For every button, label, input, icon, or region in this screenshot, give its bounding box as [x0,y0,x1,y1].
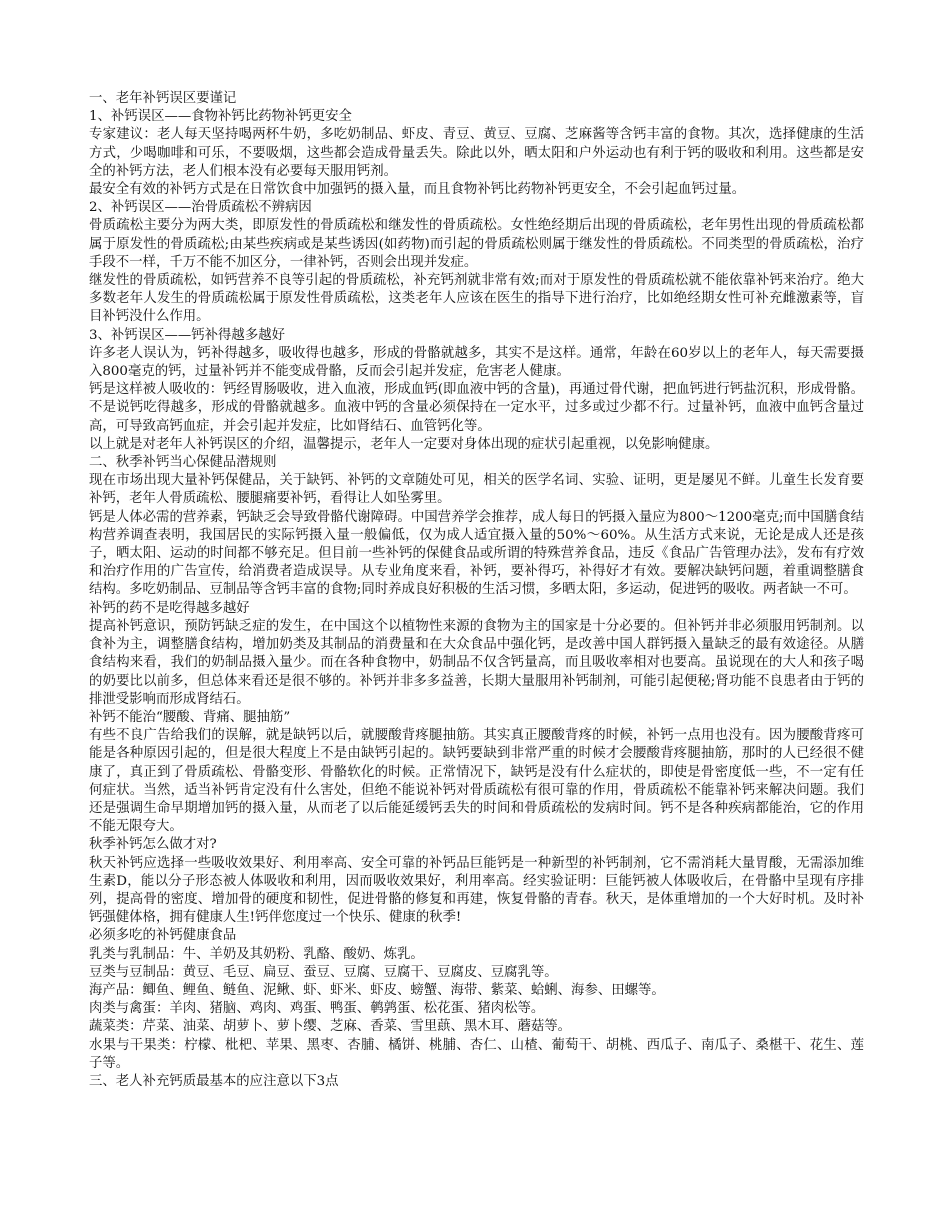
subsection-heading: 必须多吃的补钙健康食品 [89,928,237,944]
paragraph: 秋天补钙应选择一些吸收效果好、利用率高、安全可靠的补钙品巨能钙是一种新型的补钙制剂，它不需消耗大量胃酸，无需添加维生素D，能以分子形态被人体吸收和利用，因而吸收效果好，利用率高。经实验证明：巨能钙被人体吸收后，在骨骼中呈现有序排列，提高骨的密度、增加骨的硬度和韧性，促进骨骼的修复和再建，恢复骨骼的青春。秋天，是体重增加的一个大好时机。及时补钙强健体格，拥有健康人生!钙伴您度过一个快乐、健康的秋季! [89,855,864,926]
food-list-item: 肉类与禽蛋：羊肉、猪脑、鸡肉、鸡蛋、鸭蛋、鹌鹑蛋、松花蛋、猪肉松等。 [89,1001,545,1017]
paragraph: 最安全有效的补钙方式是在日常饮食中加强钙的摄入量，而且食物补钙比药物补钙更安全，不会引起血钙过量。 [89,182,746,198]
paragraph: 专家建议：老人每天坚持喝两杯牛奶，多吃奶制品、虾皮、青豆、黄豆、豆腐、芝麻酱等含钙丰富的食物。其次，选择健康的生活方式，少喝咖啡和可乐，不要吸烟，这些都会造成骨量丢失。除此以外，晒太阳和户外运动也有利于钙的吸收和利用。这些都是安全的补钙方法，老人们根本没有必要每天服用钙剂。 [89,127,864,179]
section-heading: 一、老年补钙误区要谨记 [89,91,237,106]
paragraph: 继发性的骨质疏松，如钙营养不良等引起的骨质疏松，补充钙剂就非常有效;而对于原发性的骨质疏松就不能依靠补钙来治疗。绝大多数老年人发生的骨质疏松属于原发性骨质疏松，这类老年人应该在医生的指导下进行治疗，比如绝经期女性可补充雌激素等，盲目补钙没什么作用。 [89,273,864,325]
subsection-heading: 2、补钙误区——治骨质疏松不辨病因 [89,200,312,216]
food-list-item: 豆类与豆制品：黄豆、毛豆、扁豆、蚕豆、豆腐、豆腐干、豆腐皮、豆腐乳等。 [89,964,558,980]
subsection-heading: 补钙的药不是吃得越多越好 [89,600,250,616]
paragraph: 有些不良广告给我们的误解，就是缺钙以后，就腰酸背疼腿抽筋。其实真正腰酸背疼的时候，补钙一点用也没有。因为腰酸背疼可能是各种原因引起的，但是很大程度上不是由缺钙引起的。缺钙要缺到非常严重的时候才会腰酸背疼腿抽筋，那时的人已经很不健康了，真正到了骨质疏松、骨骼变形、骨骼软化的时候。正常情况下，缺钙是没有什么症状的，即使是骨密度低一些，不一定有任何症状。当然，适当补钙肯定没有什么害处，但绝不能说补钙对骨质疏松有很可靠的作用，骨质疏松不能靠补钙来解决问题。我们还是强调生命早期增加钙的摄入量，从而老了以后能延缓钙丢失的时间和骨质疏松的发病时间。钙不是各种疾病都能治，它的作用不能无限夸大。 [89,728,864,835]
paragraph: 钙是这样被人吸收的：钙经胃肠吸收，进入血液，形成血钙(即血液中钙的含量)，再通过骨代谢，把血钙进行钙盐沉积，形成骨骼。不是说钙吃得越多，形成的骨骼就越多。血液中钙的含量必须保持在一定水平，过多或过少都不行。过量补钙，血液中血钙含量过高，可导致高钙血症，并会引起并发症，比如肾结石、血管钙化等。 [89,382,864,434]
food-list-item: 蔬菜类：芹菜、油菜、胡萝卜、萝卜缨、芝麻、香菜、雪里蕻、黑木耳、蘑菇等。 [89,1019,572,1035]
food-list-item: 海产品：鲫鱼、鲤鱼、鲢鱼、泥鳅、虾、虾米、虾皮、螃蟹、海带、紫菜、蛤蜊、海参、田螺等。 [89,982,665,998]
subsection-heading: 补钙不能治“腰酸、背痛、腿抽筋” [89,709,291,725]
subsection-heading: 秋季补钙怎么做才对? [89,837,217,853]
paragraph: 以上就是对老年人补钙误区的介绍，温馨提示，老年人一定要对身体出现的症状引起重视，以免影响健康。 [89,436,719,452]
paragraph: 钙是人体必需的营养素，钙缺乏会导致骨骼代谢障碍。中国营养学会推荐，成人每日的钙摄入量应为800～1200毫克;而中国膳食结构营养调查表明，我国居民的实际钙摄入量一般偏低，仅为成人适宜摄入量的50%～60%。从生活方式来说，无论是成人还是孩子，晒太阳、运动的时间都不够充足。但目前一些补钙的保健食品或所谓的特殊营养食品，违反《食品广告管理办法》，发布有疗效和治疗作用的广告宣传，给消费者造成误导。从专业角度来看，补钙，要补得巧，补得好才有效。要解决缺钙问题，着重调整膳食结构。多吃奶制品、豆制品等含钙丰富的食物;同时养成良好积极的生活习惯，多晒太阳，多运动，促进钙的吸收。两者缺一不可。 [89,509,864,598]
food-list-item: 水果与干果类：柠檬、枇杷、苹果、黑枣、杏脯、橘饼、桃脯、杏仁、山楂、葡萄干、胡桃、西瓜子、南瓜子、桑椹干、花生、莲子等。 [89,1037,864,1071]
subsection-heading: 3、补钙误区——钙补得越多越好 [89,327,285,343]
paragraph: 骨质疏松主要分为两大类，即原发性的骨质疏松和继发性的骨质疏松。女性绝经期后出现的骨质疏松，老年男性出现的骨质疏松都属于原发性的骨质疏松;由某些疾病或是某些诱因(如药物)而引起的骨质疏松则属于继发性的骨质疏松。不同类型的骨质疏松，治疗手段不一样，千万不能不加区分，一律补钙，否则会出现并发症。 [89,218,864,270]
section-heading: 二、秋季补钙当心保健品潜规则 [89,455,277,471]
section-heading: 三、老人补充钙质最基本的应注意以下3点 [89,1073,339,1089]
paragraph: 许多老人误认为，钙补得越多，吸收得也越多，形成的骨骼就越多，其实不是这样。通常，年龄在60岁以上的老年人，每天需要摄入800毫克的钙，过量补钙并不能变成骨骼，反而会引起并发症，危害老人健康。 [89,345,864,380]
document-body [89,90,864,1091]
subsection-heading: 1、补钙误区——食物补钙比药物补钙更安全 [89,109,352,125]
paragraph: 现在市场出现大量补钙保健品，关于缺钙、补钙的文章随处可见，相关的医学名词、实验、证明，更是屡见不鲜。儿童生长发育要补钙，老年人骨质疏松、腰腿痛要补钙，看得让人如坠雾里。 [89,473,864,507]
paragraph: 提高补钙意识，预防钙缺乏症的发生，在中国这个以植物性来源的食物为主的国家是十分必要的。但补钙并非必须服用钙制剂。以食补为主，调整膳食结构，增加奶类及其制品的消费量和在大众食品中强化钙，是改善中国人群钙摄入量缺乏的最有效途径。从膳食结构来看，我们的奶制品摄入量少。而在各种食物中，奶制品不仅含钙量高，而且吸收率相对也要高。虽说现在的大人和孩子喝的奶要比以前多，但总体来看还是很不够的。补钙并非多多益善，长期大量服用补钙制剂，可能引起便秘;肾功能不良患者由于钙的排泄受影响而形成肾结石。 [89,618,864,707]
food-list-item: 乳类与乳制品：牛、羊奶及其奶粉、乳酪、酸奶、炼乳。 [89,946,424,962]
